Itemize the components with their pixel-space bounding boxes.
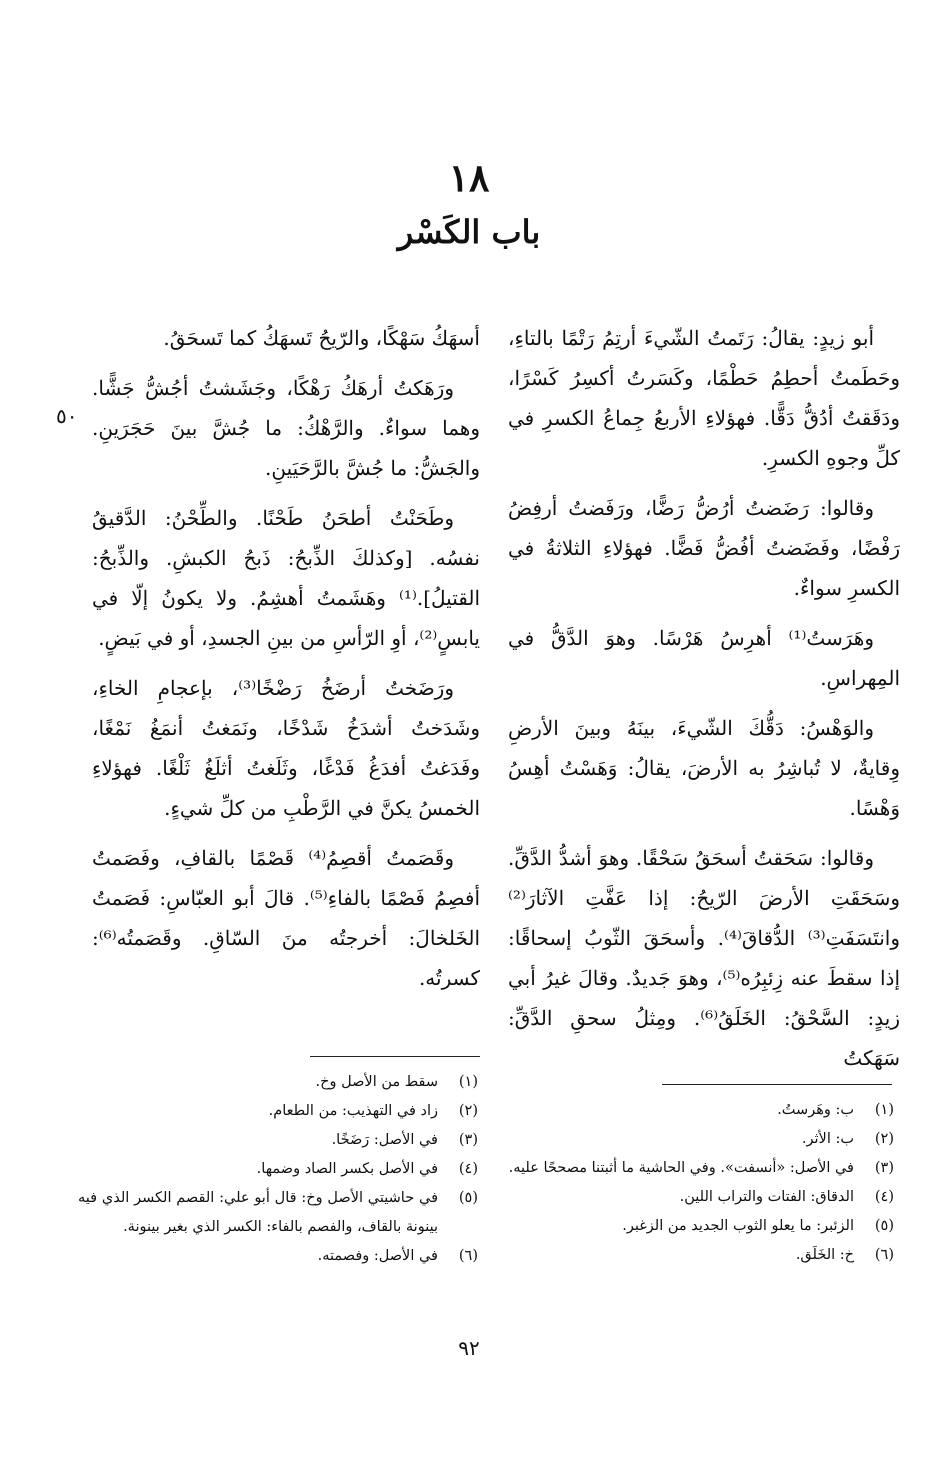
footnote-number: (٤)	[458, 1161, 478, 1177]
paragraph: ورَهَكتُ أرهَكُ رَهْكًا، وجَشَشتُ أجُشُّ جَشًّا. وهما سواءٌ. والرَّهْكُ: ما جُشَّ بينَ حَجَرَينِ. والجَشُّ: ما جُشَّ بالرَّحَيَينِ.	[92, 376, 480, 480]
chapter-title: باب الكَسْر	[397, 213, 541, 251]
footnote-divider	[310, 1056, 480, 1057]
footnote	[506, 1212, 894, 1241]
footnote	[506, 1125, 894, 1154]
footnote-number: (١)	[458, 1074, 478, 1090]
footnote	[78, 1097, 478, 1126]
footnote-number: (٦)	[458, 1248, 478, 1264]
paragraph: وقَصَمتُ أقصِمُ⁽⁴⁾ قَصْمًا بالقافِ، وفَصَمتُ أفصِمُ فَصْمًا بالفاءِ⁽⁵⁾. قالَ أبو العبّاسِ: فَصَمتُ الخَلخالَ: أخرجتُه منَ السّاقِ. وقَصَمتُه⁽⁶⁾: كسرتُه.	[92, 846, 480, 990]
paragraph: أبو زيدٍ: يقالُ: رَتَمتُ الشّيءَ أرتِمُ رَتْمًا بالتاءِ، وحَطَمتُ أحطِمُ حَطْمًا، وكَسَرتُ أكسِرُ كَسْرًا، ودَقَقتُ أدُقُّ دَقًّا. فهؤلاءِ الأربعُ جِماعُ الكسرِ في كلِّ وجوهِ الكسرِ.	[508, 326, 900, 470]
paragraph: وهَرَستُ⁽¹⁾ أهرِسُ هَرْسًا. وهوَ الدَّقُّ في المِهراسِ.	[508, 626, 900, 690]
left-text-column	[92, 318, 480, 1008]
footnote	[506, 1241, 894, 1270]
footnote-number: (٦)	[874, 1247, 894, 1263]
footnote-text: في الأصل بكسر الصاد وضمها.	[256, 1161, 438, 1177]
paragraph: ورَضَختُ أرضَخُ رَضْخًا⁽³⁾، بإعجامِ الخاءِ، وشَدَختُ أشدَخُ شَدْخًا، ونَمَغتُ أنمَغُ نَمْغًا، وفَدَغتُ أفدَغُ فَدْغًا، وثَلَغتُ أثلَغُ ثَلْغًا. فهؤلاءِ الخمسُ يكنَّ في الرَّطْبِ من كلِّ شيءٍ.	[92, 676, 480, 820]
footnote	[78, 1184, 478, 1242]
footnote-text: الدقاق: الفتات والتراب اللين.	[679, 1189, 854, 1205]
footnote	[506, 1096, 894, 1125]
footnote-number: (٤)	[874, 1189, 894, 1205]
footnote-number: (١)	[874, 1102, 894, 1118]
footnote	[506, 1183, 894, 1212]
footnote-number: (٣)	[874, 1160, 894, 1176]
footnote-divider	[662, 1084, 892, 1085]
footnote-number: (٢)	[874, 1131, 894, 1147]
page-number: ٩٢	[458, 1336, 480, 1360]
paragraph: وطَحَنْتُ أطحَنُ طَحْنًا. والطِّحْنُ: الدَّقيقُ نفسُه. [وكذلكَ الذِّبحُ: ذَبحُ الكبشِ. والذِّبحُ: القتيلُ].⁽¹⁾ وهَشَمتُ أهشِمُ. ولا يكونُ إلّا في يابسٍ⁽²⁾، أوِ الرّأسِ من بينِ الجسدِ، أو في بَيضٍ.	[92, 506, 480, 650]
margin-line-number: ٥٠	[56, 404, 78, 428]
footnote	[78, 1068, 478, 1097]
footnote-text: سقط من الأصل وخ.	[315, 1074, 438, 1090]
footnote-number: (٥)	[458, 1190, 478, 1206]
paragraph: وقالوا: رَضَضتُ أرُضُّ رَضًّا، ورَفَضتُ أرفِضُ رَفْضًا، وفَضَضتُ أفُضُّ فَضًّا. فهؤلاءِ الثلاثةُ في الكسرِ سواءٌ.	[508, 496, 900, 600]
paragraph: والوَهْسُ: دَقُّكَ الشّيءَ، بينَهُ وبينَ الأرضِ وِقايةٌ، لا تُباشِرُ به الأرضَ، يقالُ: وَهَسْتُ أهِسُ وَهْسًا.	[508, 716, 900, 820]
right-text-column	[508, 318, 900, 1088]
chapter-number: ١٨	[448, 155, 490, 200]
footnotes-left	[78, 1068, 478, 1271]
footnote-text: الزئبر: ما يعلو الثوب الجديد من الزغبر.	[622, 1218, 854, 1234]
footnote-text: في الأصل: وفصمته.	[317, 1248, 438, 1264]
footnote-text: ب: الأثر.	[801, 1131, 854, 1147]
footnote-text: زاد في التهذيب: من الطعام.	[268, 1103, 438, 1119]
footnote-text: ب: وهَرستُ.	[777, 1102, 854, 1118]
footnote-number: (٣)	[458, 1132, 478, 1148]
footnote-number: (٥)	[874, 1218, 894, 1234]
footnote-number: (٢)	[458, 1103, 478, 1119]
paragraph: أسهَكُ سَهْكًا، والرّيحُ تَسهَكُ كما تَسحَقُ.	[163, 326, 480, 350]
paragraph: وقالوا: سَحَقتُ أسحَقُ سَحْقًا. وهوَ أشدُّ الدَّقِّ. وسَحَقَتِ الأرضَ الرّيحُ: إذا عَفَّتِ الآثارَ⁽²⁾ وانتَسَفَتِ⁽³⁾ الدُّقاقَ⁽⁴⁾. وأسحَقَ الثّوبُ إسحاقًا: إذا سقطَ عنه زِئبِرُه⁽⁵⁾، وهوَ جَديدٌ. وقالَ غيرُ أبي زيدٍ: السَّحْقُ: الخَلَقُ⁽⁶⁾. ومِثلُ سحقِ الدَّقِّ: سَهَكتُ	[508, 846, 900, 1070]
footnotes-right	[506, 1096, 894, 1270]
footnote-text: في الأصل: رَضَخًا.	[331, 1132, 438, 1148]
footnote-text: في الأصل: «أنسفت». وفي الحاشية ما أثبتنا مصححًا عليه.	[508, 1160, 854, 1176]
footnote	[78, 1242, 478, 1271]
footnote	[78, 1126, 478, 1155]
footnote-text: خ: الخَلَق.	[795, 1247, 854, 1263]
footnote	[78, 1155, 478, 1184]
footnote	[506, 1154, 894, 1183]
footnote-text: في حاشيتي الأصل وخ: قال أبو علي: القصم الكسر الذي فيه بينونة بالقاف، والفصم بالفاء: الكسر الذي بغير بينونة.	[78, 1190, 438, 1235]
